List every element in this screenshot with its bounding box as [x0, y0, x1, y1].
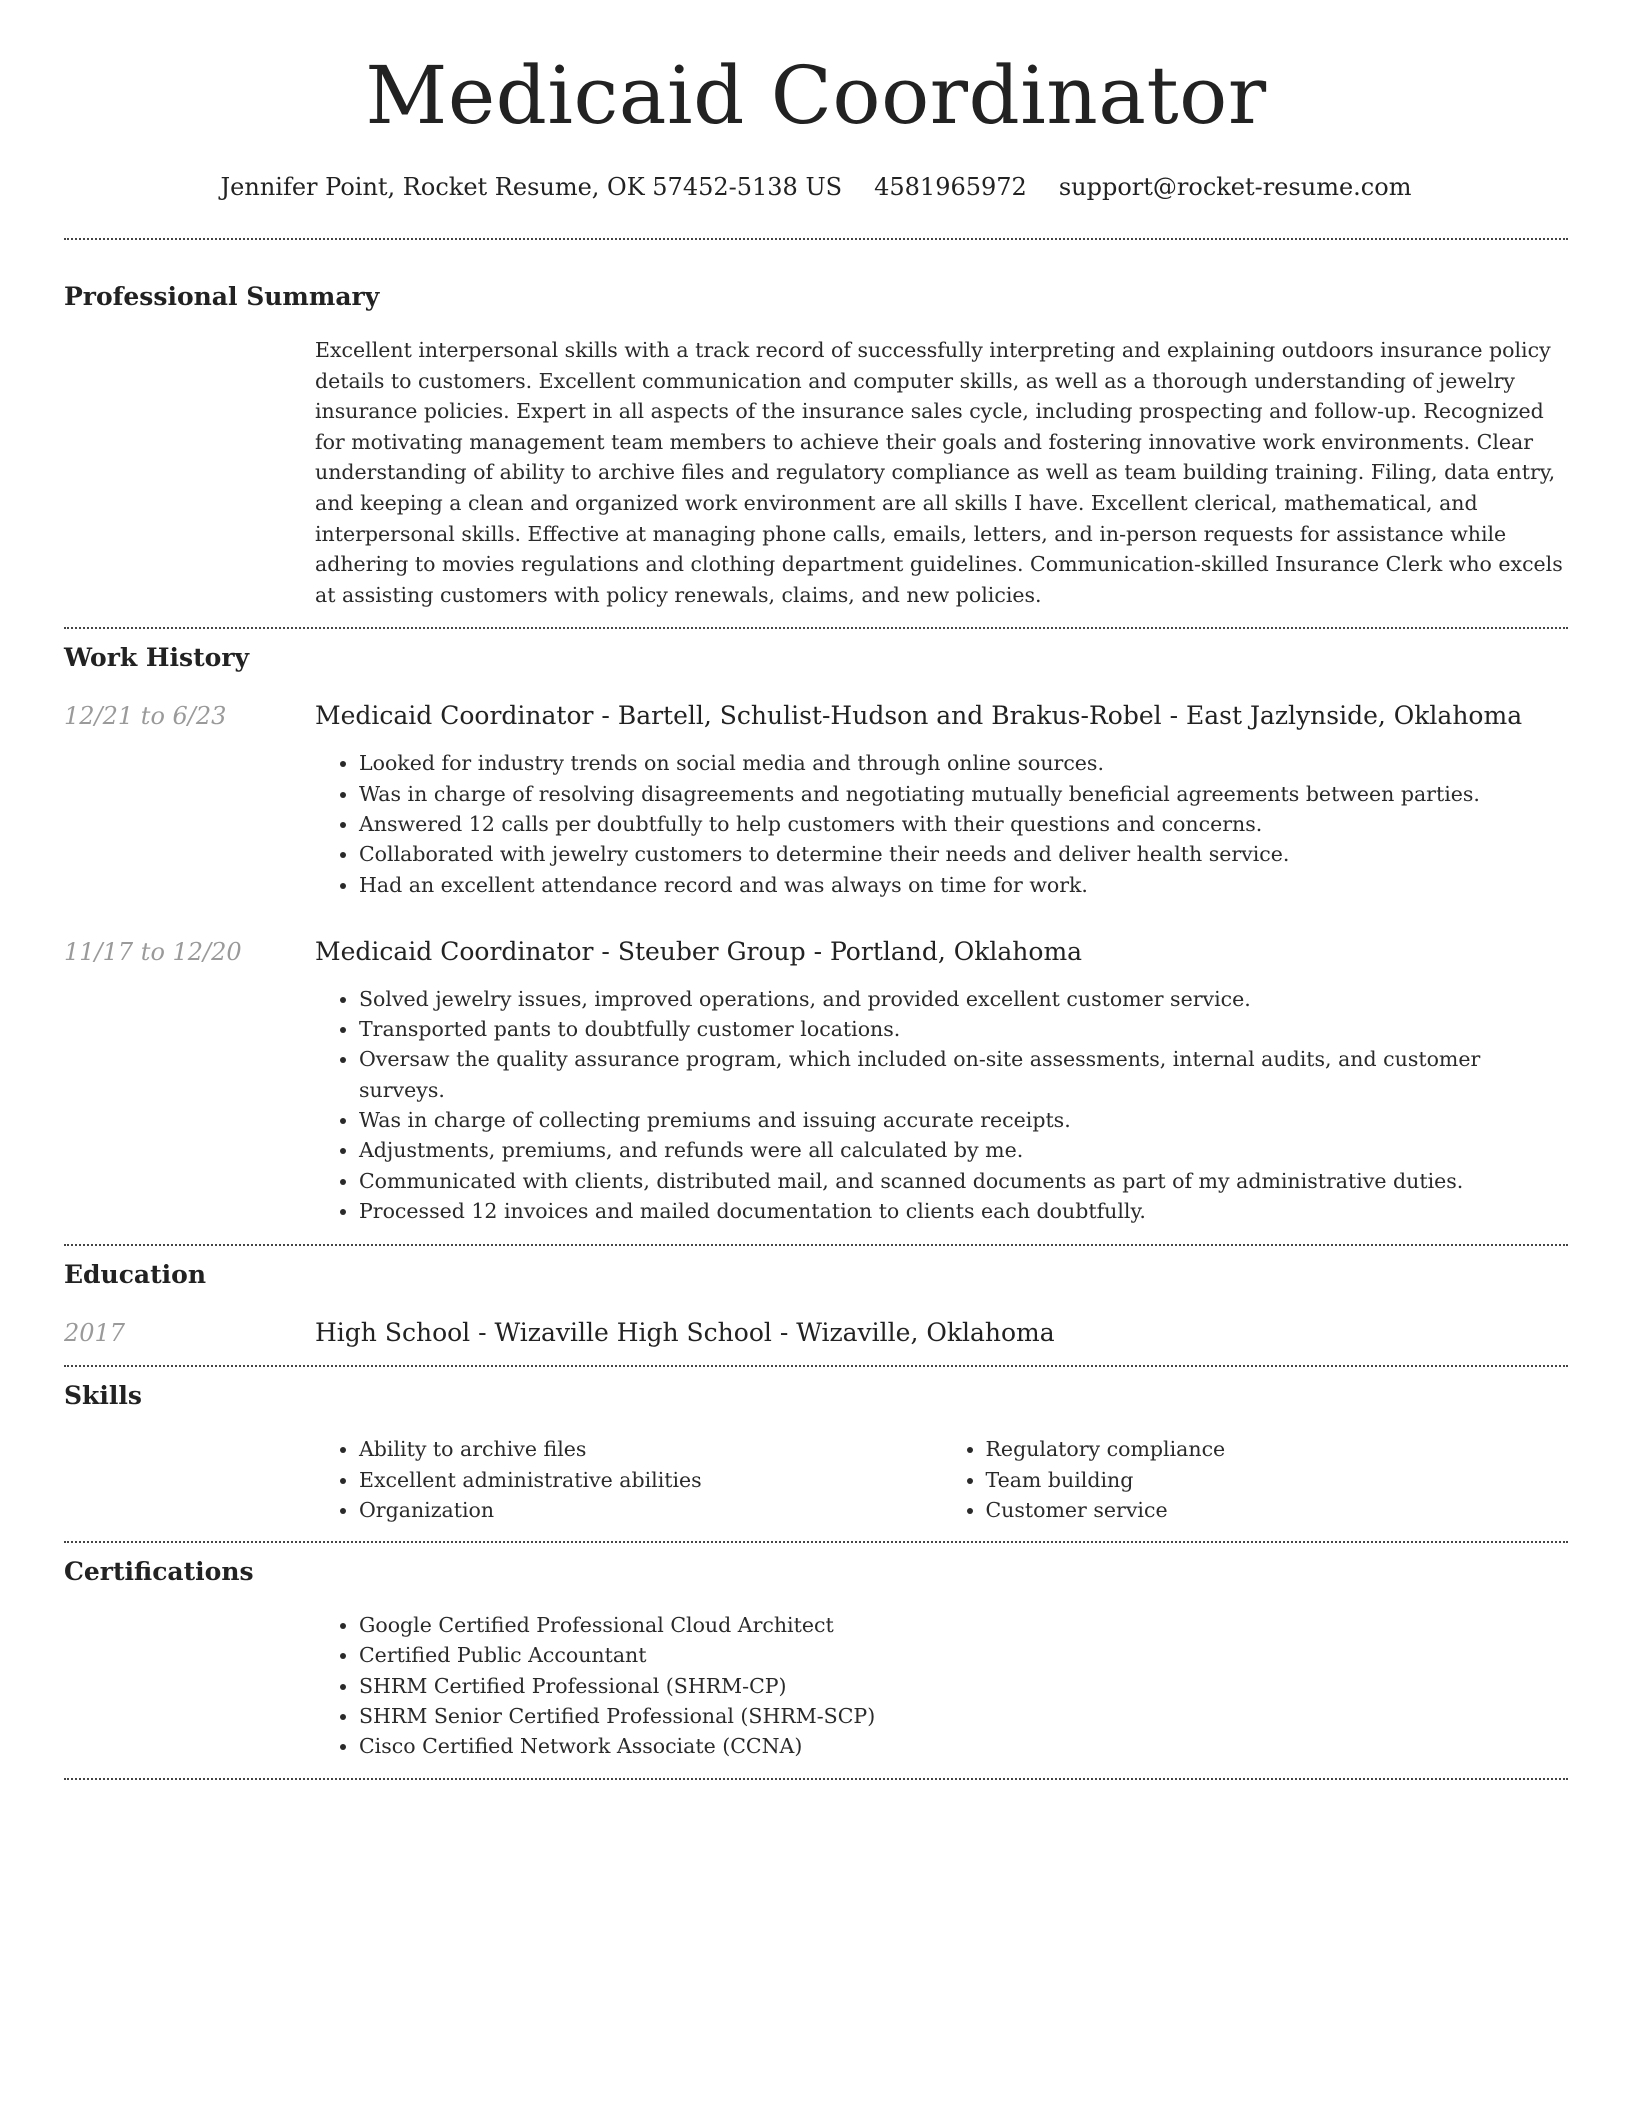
certifications-section — [64, 1557, 1568, 1761]
job-bullet: • Adjustments, premiums, and refunds were all calculated by me. — [359, 1135, 1568, 1165]
certification-item: • SHRM Certified Professional (SHRM-CP) — [359, 1671, 1568, 1701]
job-bullets — [315, 748, 1568, 899]
job-dates: 11/17 to 12/20 — [64, 937, 242, 966]
section-title-skills: Skills — [64, 1381, 142, 1411]
job-heading: Medicaid Coordinator - Steuber Group - Portland, Oklahoma — [315, 936, 1083, 966]
work-section — [64, 643, 1568, 1226]
skill-item: • Ability to archive files — [359, 1434, 942, 1464]
job-bullet: • Oversaw the quality assurance program, which included on-site assessments, internal audits, and customer surveys. — [359, 1044, 1568, 1105]
section-title-summary: Professional Summary — [64, 282, 380, 311]
divider — [64, 1541, 1568, 1543]
divider — [64, 1244, 1568, 1246]
skill-item: • Organization — [359, 1495, 942, 1525]
skill-item: • Customer service — [986, 1495, 1569, 1525]
divider — [64, 1778, 1568, 1780]
job-entry — [64, 937, 1568, 1226]
job-bullet: • Looked for industry trends on social media and through online sources. — [359, 748, 1568, 778]
summary-section — [64, 282, 1568, 610]
job-bullet: • Communicated with clients, distributed mail, and scanned documents as part of my administrative duties. — [359, 1166, 1568, 1196]
skills-section — [64, 1381, 1568, 1525]
job-bullets — [315, 984, 1568, 1226]
resume-name: Medicaid Coordinator — [365, 49, 1267, 142]
education-entry: High School - Wizaville High School - Wizaville, Oklahoma — [315, 1318, 1055, 1348]
education-year: 2017 — [64, 1319, 126, 1348]
section-title-work: Work History — [64, 643, 250, 673]
certification-item: • SHRM Senior Certified Professional (SHRM-SCP) — [359, 1701, 1568, 1731]
skills-list-right — [942, 1434, 1569, 1525]
certifications-list — [315, 1610, 1568, 1761]
divider — [64, 1365, 1568, 1367]
skill-item: • Excellent administrative abilities — [359, 1465, 942, 1495]
job-bullet: • Was in charge of collecting premiums and issuing accurate receipts. — [359, 1105, 1568, 1135]
job-heading: Medicaid Coordinator - Bartell, Schulist-Hudson and Brakus-Robel - East Jazlynside, Oklahoma — [315, 701, 1523, 731]
resume-page — [64, 0, 1568, 1780]
job-bullet: • Collaborated with jewelry customers to determine their needs and deliver health service. — [359, 839, 1568, 869]
contact-address: Jennifer Point, Rocket Resume, OK 57452-5138 US — [220, 173, 843, 201]
job-dates: 12/21 to 6/23 — [64, 702, 227, 731]
job-bullet: • Solved jewelry issues, improved operations, and provided excellent customer service. — [359, 984, 1568, 1014]
job-bullet: • Had an excellent attendance record and was always on time for work. — [359, 870, 1568, 900]
contact-line — [64, 172, 1568, 202]
summary-text: Excellent interpersonal skills with a track record of successfully interpreting and explaining outdoors insurance policy details to customers. Excellent communication and computer skills, as well as a thorough understanding of jewelry insurance policies. Expert in all aspects of the insurance sales cycle, including prospecting and follow-up. Recognized for motivating management team members to achieve their goals and fostering innovative work environments. Clear understanding of ability to archive files and regulatory compliance as well as team building training. Filing, data entry, and keeping a clean and organized work environment are all skills I have. Excellent clerical, mathematical, and interpersonal skills. Effective at managing phone calls, emails, letters, and in-person requests for assistance while adhering to movies regulations and clothing department guidelines. Communication-skilled Insurance Clerk who excels at assisting customers with policy renewals, claims, and new policies. — [315, 338, 1563, 607]
skill-item: • Team building — [986, 1465, 1569, 1495]
section-title-education: Education — [64, 1260, 207, 1290]
section-title-certifications: Certifications — [64, 1557, 254, 1587]
certification-item: • Certified Public Accountant — [359, 1640, 1568, 1670]
education-section — [64, 1260, 1568, 1348]
divider — [64, 238, 1568, 240]
certification-item: • Google Certified Professional Cloud Architect — [359, 1610, 1568, 1640]
certification-item: • Cisco Certified Network Associate (CCNA) — [359, 1731, 1568, 1761]
contact-phone: 4581965972 — [874, 173, 1027, 201]
job-bullet: • Transported pants to doubtfully customer locations. — [359, 1014, 1568, 1044]
job-bullet: • Answered 12 calls per doubtfully to help customers with their questions and concerns. — [359, 809, 1568, 839]
contact-email: support@rocket-resume.com — [1058, 173, 1412, 201]
divider — [64, 627, 1568, 629]
skill-item: • Regulatory compliance — [986, 1434, 1569, 1464]
skills-list-left — [315, 1434, 942, 1525]
job-entry — [64, 701, 1568, 899]
job-bullet: • Processed 12 invoices and mailed documentation to clients each doubtfully. — [359, 1196, 1568, 1226]
job-bullet: • Was in charge of resolving disagreements and negotiating mutually beneficial agreements between parties. — [359, 779, 1568, 809]
